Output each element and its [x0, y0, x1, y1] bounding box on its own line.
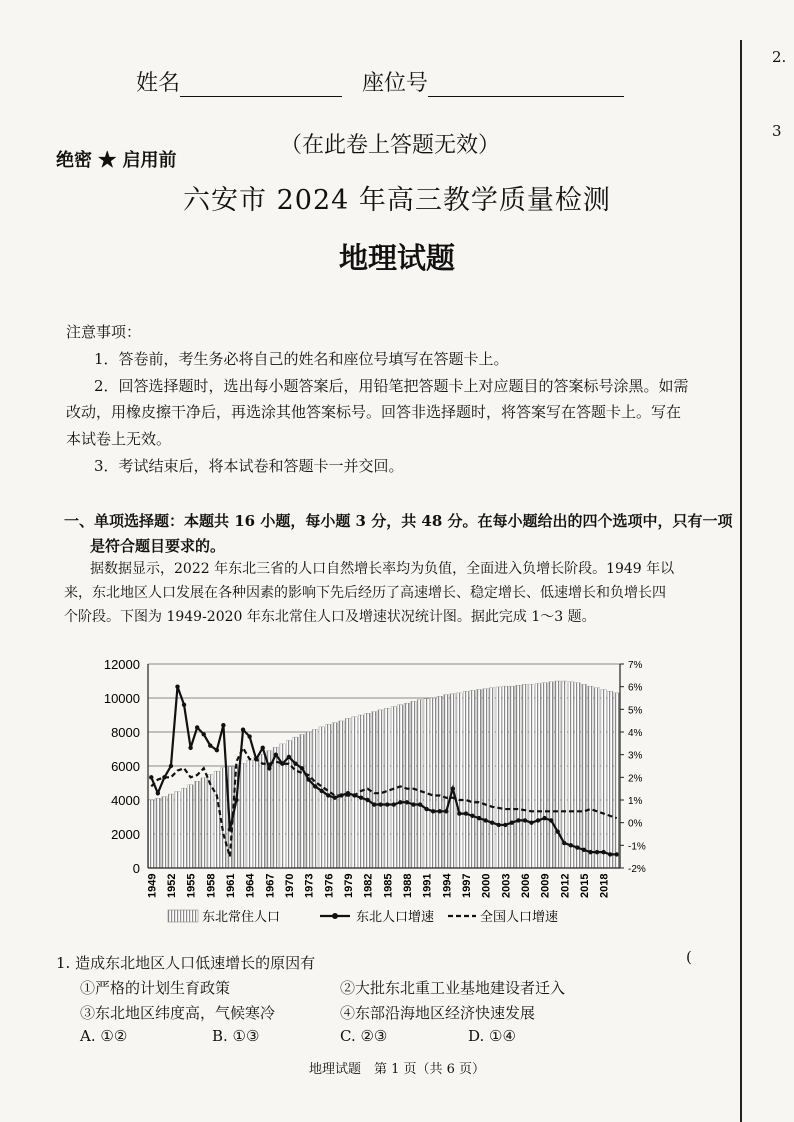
northeast-growth-point — [497, 823, 501, 827]
population-bar — [483, 689, 489, 868]
population-bar — [522, 684, 528, 868]
population-bar — [162, 797, 168, 868]
x-tick-label: 1982 — [362, 873, 375, 898]
population-bar — [457, 693, 463, 868]
q1-paren: ( — [686, 948, 692, 966]
x-tick-label: 2006 — [519, 873, 532, 898]
x-tick-label: 1964 — [244, 873, 257, 898]
material-line-3: 个阶段。下图为 1949-2020 年东北常住人口及增速状况统计图。据此完成 1～3 题。 — [64, 609, 596, 625]
northeast-growth-point — [562, 841, 566, 845]
notice-item-2: 2．回答选择题时，选出每小题答案后，用铅笔把答题卡上对应题目的答案标号涂黑。如需 — [94, 377, 689, 395]
northeast-growth-point — [169, 764, 173, 768]
x-tick-label: 1967 — [264, 873, 277, 898]
name-field[interactable] — [136, 66, 342, 97]
northeast-growth-point — [575, 845, 579, 849]
northeast-growth-point — [529, 820, 533, 824]
population-bar — [417, 700, 423, 868]
material-line-1: 据数据显示，2022 年东北三省的人口自然增长率均为负值，全面进入负增长阶段。1949 年以 — [90, 561, 675, 577]
notice-heading: 注意事项： — [66, 323, 142, 341]
y-right-tick-label: 4% — [628, 728, 643, 739]
population-bar — [352, 717, 358, 868]
population-bar — [253, 758, 259, 869]
northeast-growth-point — [477, 816, 481, 820]
y-left-tick-label: 10000 — [103, 691, 140, 706]
q1-choice-c[interactable]: C. ②③ — [340, 1027, 388, 1045]
y-right-tick-label: 7% — [628, 660, 643, 671]
y-left-tick-label: 0 — [132, 861, 140, 876]
population-bar — [430, 698, 436, 868]
x-tick-label: 1994 — [441, 873, 454, 898]
northeast-growth-point — [359, 796, 363, 800]
margin-mark-2: 3 — [772, 122, 782, 140]
x-tick-label: 2018 — [598, 873, 611, 898]
population-bar — [581, 684, 587, 868]
x-tick-label: 1952 — [165, 873, 178, 898]
x-tick-label: 2003 — [500, 873, 513, 898]
northeast-growth-point — [365, 798, 369, 802]
northeast-growth-point — [149, 775, 153, 779]
northeast-growth-point — [162, 775, 166, 779]
legend-swatch-population — [168, 910, 198, 922]
population-bar — [404, 703, 410, 868]
northeast-growth-point — [385, 802, 389, 806]
x-tick-label: 1991 — [421, 873, 434, 898]
x-tick-label: 2012 — [559, 873, 572, 898]
name-blank[interactable] — [180, 76, 342, 97]
x-tick-label: 1955 — [185, 873, 198, 898]
northeast-growth-point — [503, 823, 507, 827]
y-right-tick-label: 1% — [628, 796, 643, 807]
northeast-growth-point — [470, 814, 474, 818]
secret-label: 绝密 ★ 启用前 — [56, 150, 177, 171]
q1-option-3: ③东北地区纬度高，气候寒冷 — [80, 1004, 276, 1022]
population-bar — [601, 690, 607, 869]
exam-title: 六安市 2024 年高三教学质量检测 — [183, 185, 611, 216]
population-bar — [378, 710, 384, 868]
population-bar — [424, 699, 430, 868]
population-bar — [240, 763, 246, 868]
northeast-growth-point — [221, 723, 225, 727]
margin-mark-1: 2. — [772, 48, 787, 66]
seat-field[interactable] — [362, 66, 624, 97]
northeast-growth-point — [261, 746, 265, 750]
northeast-growth-point — [483, 818, 487, 822]
q1-stem: 1. 造成东北地区人口低速增长的原因有 — [56, 954, 316, 972]
northeast-growth-point — [175, 684, 179, 688]
northeast-growth-point — [536, 818, 540, 822]
seat-label: 座位号 — [362, 71, 429, 96]
y-right-tick-label: 6% — [628, 682, 643, 694]
northeast-growth-point — [293, 762, 297, 766]
northeast-growth-point — [280, 762, 284, 766]
q1-option-2: ②大批东北重工业基地建设者迁入 — [340, 979, 566, 997]
notice-item-1: 1．答卷前，考生务必将自己的姓名和座位号填写在答题卡上。 — [94, 350, 509, 368]
northeast-growth-point — [582, 848, 586, 852]
northeast-growth-point — [300, 766, 304, 770]
population-bar — [503, 686, 509, 868]
northeast-growth-point — [372, 802, 376, 806]
northeast-growth-point — [215, 748, 219, 752]
population-bar — [371, 712, 377, 868]
population-bar — [463, 691, 469, 868]
legend-label-population: 东北常住人口 — [202, 910, 281, 925]
x-tick-label: 2015 — [578, 873, 591, 898]
population-bar — [614, 693, 620, 868]
population-bar — [155, 798, 161, 868]
population-bar — [555, 681, 561, 868]
x-tick-label: 1997 — [460, 873, 473, 898]
northeast-growth-point — [254, 757, 258, 761]
y-left-tick-label: 6000 — [111, 759, 140, 774]
section-title: 一、单项选择题：本题共 16 小题，每小题 3 分，共 48 分。在每小题给出的四个选项中，只有一项 — [64, 512, 733, 530]
northeast-growth-point — [490, 820, 494, 824]
northeast-growth-point — [601, 850, 605, 854]
northeast-growth-point — [346, 791, 350, 795]
name-label: 姓名 — [136, 71, 181, 96]
y-left-tick-label: 2000 — [111, 827, 140, 842]
northeast-growth-point — [510, 820, 514, 824]
northeast-growth-point — [234, 798, 238, 802]
legend-label-northeast: 东北人口增速 — [356, 910, 435, 925]
northeast-growth-point — [326, 793, 330, 797]
northeast-growth-point — [247, 734, 251, 738]
y-right-tick-label: 2% — [628, 773, 643, 785]
x-tick-label: 1973 — [303, 873, 316, 898]
x-tick-label: 1976 — [323, 873, 336, 898]
population-bar — [529, 684, 535, 868]
q1-option-4: ④东部沿海地区经济快速发展 — [340, 1004, 536, 1022]
population-bar — [575, 683, 581, 868]
population-bar — [476, 690, 482, 869]
northeast-growth-point — [431, 809, 435, 813]
population-bar — [214, 771, 220, 868]
northeast-growth-point — [392, 802, 396, 806]
northeast-growth-point — [398, 800, 402, 804]
population-bar — [188, 785, 194, 868]
northeast-growth-point — [457, 811, 461, 815]
population-bar — [201, 778, 207, 868]
population-bar — [516, 685, 522, 868]
population-bar — [181, 788, 187, 868]
northeast-growth-point — [418, 802, 422, 806]
x-tick-label: 1961 — [224, 873, 237, 898]
population-bar — [221, 768, 227, 868]
northeast-growth-point — [352, 793, 356, 797]
notice-item-2-cont: 改动，用橡皮擦干净后，再选涂其他答案标号。回答非选择题时，将答案写在答题卡上。写在 — [66, 403, 682, 421]
section-title-cont: 是符合题目要求的。 — [90, 537, 226, 555]
northeast-growth-point — [320, 789, 324, 793]
northeast-growth-point — [241, 728, 245, 732]
x-tick-label: 1949 — [146, 873, 159, 898]
northeast-growth-point — [595, 850, 599, 854]
northeast-growth-point — [424, 807, 428, 811]
x-tick-label: 2000 — [480, 873, 493, 898]
northeast-growth-point — [542, 816, 546, 820]
population-bar — [312, 729, 318, 868]
x-tick-label: 1985 — [382, 873, 395, 898]
population-bar — [594, 688, 600, 868]
y-right-tick-label: 3% — [628, 750, 643, 762]
northeast-growth-point — [516, 818, 520, 822]
legend-label-national: 全国人口增速 — [480, 910, 559, 925]
page-footer: 地理试题 第 1 页（共 6 页） — [308, 1062, 486, 1077]
northeast-growth-point — [444, 809, 448, 813]
population-bar — [568, 682, 574, 868]
population-bar — [385, 708, 391, 868]
population-bar — [489, 688, 495, 868]
population-bar — [444, 695, 450, 868]
x-tick-label: 1970 — [283, 873, 296, 898]
northeast-growth-point — [379, 802, 383, 806]
notice-item-2-end: 本试卷上无效。 — [66, 430, 172, 448]
x-tick-label: 2009 — [539, 873, 552, 898]
population-bar — [496, 687, 502, 868]
y-right-tick-label: 0% — [628, 818, 643, 830]
population-bar — [273, 747, 279, 868]
population-bar — [588, 686, 594, 868]
northeast-growth-point — [608, 852, 612, 856]
population-bar — [175, 792, 181, 869]
northeast-growth-point — [287, 755, 291, 759]
legend-marker-northeast — [332, 913, 338, 919]
notice-item-3: 3．考试结束后，将本试卷和答题卡一并交回。 — [94, 457, 404, 475]
population-bar — [548, 682, 554, 868]
population-bar — [391, 707, 397, 869]
invalid-note: （在此卷上答题无效） — [280, 133, 501, 158]
subject-title: 地理试题 — [338, 241, 455, 275]
q1-choice-b[interactable]: B. ①③ — [212, 1027, 260, 1045]
northeast-growth-point — [438, 809, 442, 813]
population-bar — [306, 732, 312, 868]
chart-bars — [149, 681, 620, 868]
northeast-growth-point — [267, 766, 271, 770]
northeast-growth-point — [615, 852, 619, 856]
x-tick-label: 1988 — [401, 873, 414, 898]
q1-choice-a[interactable]: A. ①② — [80, 1027, 128, 1045]
q1-option-1: ①严格的计划生育政策 — [80, 979, 231, 997]
population-bar — [450, 694, 456, 868]
population-bar — [470, 690, 476, 868]
northeast-growth-point — [549, 818, 553, 822]
northeast-growth-point — [588, 850, 592, 854]
y-left-tick-label: 12000 — [103, 657, 140, 672]
y-left-tick-label: 4000 — [111, 793, 140, 808]
population-bar — [535, 684, 541, 868]
x-tick-label: 1958 — [205, 873, 218, 898]
material-line-2: 来，东北地区人口发展在各种因素的影响下先后经历了高速增长、稳定增长、低速增长和负增长四 — [64, 585, 666, 601]
northeast-growth-point — [182, 703, 186, 707]
population-bar — [542, 683, 548, 868]
northeast-growth-point — [464, 811, 468, 815]
population-bar — [168, 794, 174, 868]
population-bar — [299, 735, 305, 868]
y-left-tick-label: 8000 — [111, 725, 140, 740]
northeast-growth-point — [556, 830, 560, 834]
northeast-growth-point — [208, 743, 212, 747]
population-bar — [411, 701, 417, 868]
y-right-tick-label: -1% — [628, 841, 646, 853]
northeast-growth-point — [405, 800, 409, 804]
northeast-growth-point — [195, 725, 199, 729]
northeast-growth-point — [202, 732, 206, 736]
population-bar — [194, 781, 200, 868]
y-right-tick-label: -2% — [628, 864, 646, 875]
northeast-growth-point — [569, 843, 573, 847]
northeast-growth-point — [339, 793, 343, 797]
northeast-growth-point — [156, 791, 160, 795]
population-bar — [149, 800, 155, 868]
y-right-tick-label: 5% — [628, 705, 643, 717]
population-bar — [437, 696, 443, 868]
population-bar — [293, 737, 299, 868]
population-bar — [509, 686, 515, 868]
northeast-growth-point — [274, 752, 278, 756]
northeast-growth-point — [188, 746, 192, 750]
q1-choice-d[interactable]: D. ①④ — [468, 1027, 516, 1045]
population-bar — [607, 691, 613, 868]
northeast-growth-point — [228, 827, 232, 831]
population-bar — [260, 754, 266, 868]
northeast-growth-point — [523, 818, 527, 822]
x-tick-label: 1979 — [342, 873, 355, 898]
northeast-growth-point — [313, 784, 317, 788]
population-bar — [247, 760, 253, 868]
northeast-growth-point — [451, 786, 455, 790]
northeast-growth-point — [333, 796, 337, 800]
population-bar — [319, 727, 325, 868]
northeast-growth-point — [306, 777, 310, 781]
seat-blank[interactable] — [428, 76, 624, 97]
population-chart — [60, 650, 650, 940]
chart-legend — [168, 909, 558, 925]
northeast-growth-point — [411, 802, 415, 806]
